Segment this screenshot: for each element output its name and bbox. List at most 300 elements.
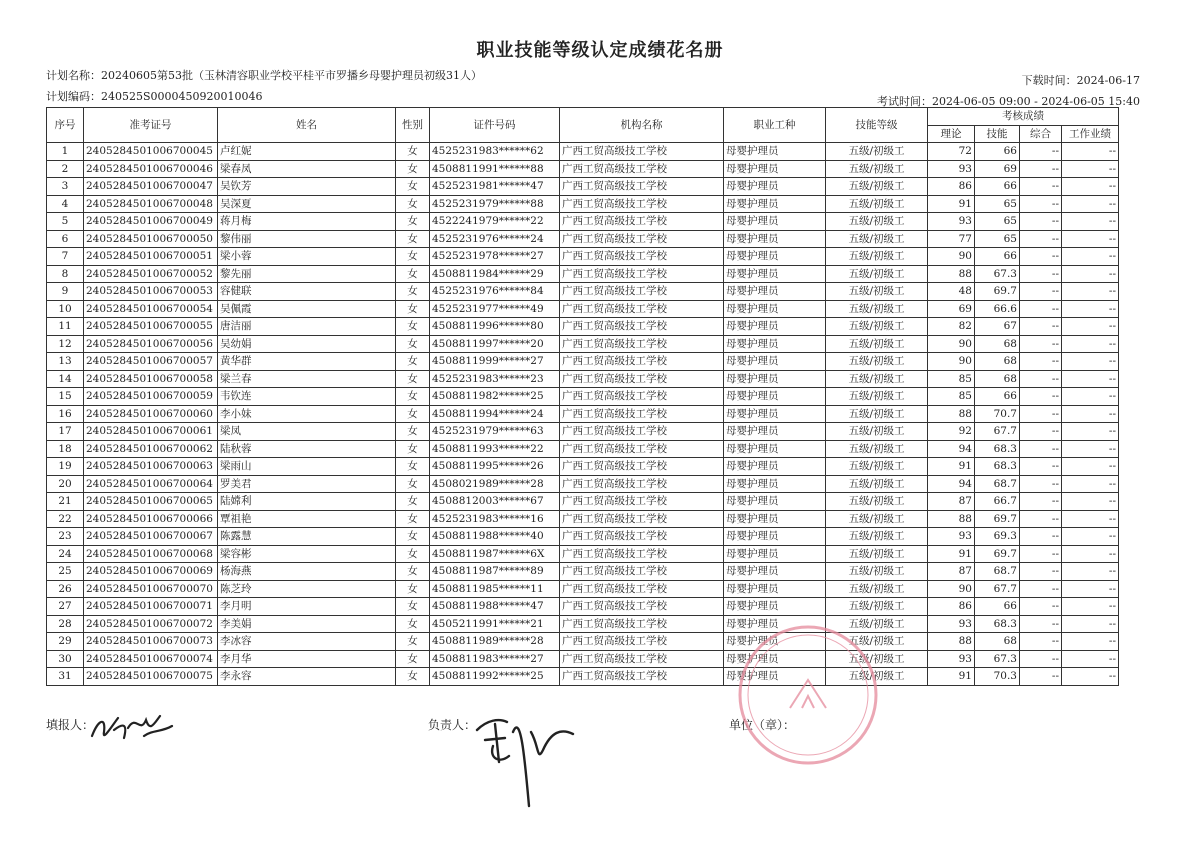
occupation-cell: 母婴护理员 — [724, 458, 826, 476]
seq-cell: 7 — [47, 248, 84, 266]
ticket-number-cell: 2405284501006700067 — [84, 528, 218, 546]
occupation-cell: 母婴护理员 — [724, 178, 826, 196]
overall-score-cell: -- — [1020, 423, 1062, 441]
header-overall: 综合 — [1020, 125, 1062, 143]
plan-name: 计划名称：20240605第53批（玉林清容职业学校平桂平市罗播乡母婴护理员初级31人） — [46, 69, 482, 82]
ticket-number-cell: 2405284501006700073 — [84, 633, 218, 651]
gender-cell: 女 — [396, 633, 430, 651]
name-cell: 韦钦连 — [218, 388, 396, 406]
work-performance-cell: -- — [1062, 598, 1119, 616]
id-number-cell: 4508812003******67 — [430, 493, 560, 511]
ticket-number-cell: 2405284501006700058 — [84, 370, 218, 388]
occupation-cell: 母婴护理员 — [724, 353, 826, 371]
header-occupation: 职业工种 — [724, 108, 826, 143]
name-cell: 卢红妮 — [218, 143, 396, 161]
org-name-cell: 广西工贸高级技工学校 — [560, 335, 724, 353]
skill-score-cell: 69 — [975, 160, 1020, 178]
ticket-number-cell: 2405284501006700071 — [84, 598, 218, 616]
theory-score-cell: 88 — [928, 405, 975, 423]
work-performance-cell: -- — [1062, 230, 1119, 248]
occupation-cell: 母婴护理员 — [724, 335, 826, 353]
org-name-cell: 广西工贸高级技工学校 — [560, 423, 724, 441]
theory-score-cell: 87 — [928, 563, 975, 581]
skill-score-cell: 65 — [975, 213, 1020, 231]
gender-cell: 女 — [396, 300, 430, 318]
table-row — [47, 213, 1119, 231]
table-row — [47, 458, 1119, 476]
skill-score-cell: 66 — [975, 178, 1020, 196]
skill-level-cell: 五级/初级工 — [826, 668, 928, 686]
ticket-number-cell: 2405284501006700065 — [84, 493, 218, 511]
work-performance-cell: -- — [1062, 318, 1119, 336]
skill-level-cell: 五级/初级工 — [826, 353, 928, 371]
occupation-cell: 母婴护理员 — [724, 318, 826, 336]
skill-level-cell: 五级/初级工 — [826, 248, 928, 266]
ticket-number-cell: 2405284501006700070 — [84, 580, 218, 598]
theory-score-cell: 91 — [928, 668, 975, 686]
ticket-number-cell: 2405284501006700068 — [84, 545, 218, 563]
occupation-cell: 母婴护理员 — [724, 230, 826, 248]
name-cell: 罗美君 — [218, 475, 396, 493]
gender-cell: 女 — [396, 528, 430, 546]
name-cell: 陆秋蓉 — [218, 440, 396, 458]
ticket-number-cell: 2405284501006700074 — [84, 650, 218, 668]
table-row — [47, 440, 1119, 458]
occupation-cell: 母婴护理员 — [724, 598, 826, 616]
skill-level-cell: 五级/初级工 — [826, 405, 928, 423]
gender-cell: 女 — [396, 458, 430, 476]
table-row — [47, 160, 1119, 178]
skill-score-cell: 66 — [975, 248, 1020, 266]
occupation-cell: 母婴护理员 — [724, 668, 826, 686]
theory-score-cell: 90 — [928, 335, 975, 353]
seq-cell: 2 — [47, 160, 84, 178]
theory-score-cell: 93 — [928, 213, 975, 231]
name-cell: 梁容彬 — [218, 545, 396, 563]
ticket-number-cell: 2405284501006700054 — [84, 300, 218, 318]
work-performance-cell: -- — [1062, 510, 1119, 528]
header-skill-level: 技能等级 — [826, 108, 928, 143]
id-number-cell: 4525231976******84 — [430, 283, 560, 301]
overall-score-cell: -- — [1020, 633, 1062, 651]
table-row — [47, 423, 1119, 441]
org-name-cell: 广西工贸高级技工学校 — [560, 230, 724, 248]
occupation-cell: 母婴护理员 — [724, 528, 826, 546]
occupation-cell: 母婴护理员 — [724, 650, 826, 668]
occupation-cell: 母婴护理员 — [724, 388, 826, 406]
theory-score-cell: 85 — [928, 370, 975, 388]
org-name-cell: 广西工贸高级技工学校 — [560, 668, 724, 686]
ticket-number-cell: 2405284501006700062 — [84, 440, 218, 458]
filler-signature — [88, 706, 178, 748]
id-number-cell: 4525231983******62 — [430, 143, 560, 161]
gender-cell: 女 — [396, 475, 430, 493]
org-name-cell: 广西工贸高级技工学校 — [560, 528, 724, 546]
work-performance-cell: -- — [1062, 668, 1119, 686]
ticket-number-cell: 2405284501006700048 — [84, 195, 218, 213]
name-cell: 梁小蓉 — [218, 248, 396, 266]
org-name-cell: 广西工贸高级技工学校 — [560, 195, 724, 213]
skill-score-cell: 68.3 — [975, 440, 1020, 458]
name-cell: 黎伟丽 — [218, 230, 396, 248]
occupation-cell: 母婴护理员 — [724, 615, 826, 633]
table-row — [47, 668, 1119, 686]
skill-level-cell: 五级/初级工 — [826, 318, 928, 336]
gender-cell: 女 — [396, 580, 430, 598]
overall-score-cell: -- — [1020, 335, 1062, 353]
theory-score-cell: 72 — [928, 143, 975, 161]
id-number-cell: 4525231979******88 — [430, 195, 560, 213]
name-cell: 杨海燕 — [218, 563, 396, 581]
ticket-number-cell: 2405284501006700051 — [84, 248, 218, 266]
skill-level-cell: 五级/初级工 — [826, 388, 928, 406]
name-cell: 吴深夏 — [218, 195, 396, 213]
work-performance-cell: -- — [1062, 458, 1119, 476]
occupation-cell: 母婴护理员 — [724, 248, 826, 266]
ticket-number-cell: 2405284501006700053 — [84, 283, 218, 301]
official-seal-stamp — [730, 600, 885, 780]
org-name-cell: 广西工贸高级技工学校 — [560, 370, 724, 388]
overall-score-cell: -- — [1020, 615, 1062, 633]
theory-score-cell: 48 — [928, 283, 975, 301]
skill-level-cell: 五级/初级工 — [826, 528, 928, 546]
org-name-cell: 广西工贸高级技工学校 — [560, 178, 724, 196]
table-row — [47, 300, 1119, 318]
skill-level-cell: 五级/初级工 — [826, 458, 928, 476]
gender-cell: 女 — [396, 335, 430, 353]
name-cell: 陈芝玲 — [218, 580, 396, 598]
work-performance-cell: -- — [1062, 633, 1119, 651]
work-performance-cell: -- — [1062, 300, 1119, 318]
org-name-cell: 广西工贸高级技工学校 — [560, 615, 724, 633]
name-cell: 李月华 — [218, 650, 396, 668]
seq-cell: 11 — [47, 318, 84, 336]
org-name-cell: 广西工贸高级技工学校 — [560, 493, 724, 511]
skill-score-cell: 68.7 — [975, 563, 1020, 581]
header-scores: 考核成绩 — [928, 108, 1119, 126]
header-gender: 性别 — [396, 108, 430, 143]
theory-score-cell: 92 — [928, 423, 975, 441]
table-row — [47, 510, 1119, 528]
theory-score-cell: 86 — [928, 178, 975, 196]
skill-level-cell: 五级/初级工 — [826, 563, 928, 581]
id-number-cell: 4525231978******27 — [430, 248, 560, 266]
skill-score-cell: 68 — [975, 353, 1020, 371]
name-cell: 李月明 — [218, 598, 396, 616]
skill-level-cell: 五级/初级工 — [826, 300, 928, 318]
org-name-cell: 广西工贸高级技工学校 — [560, 458, 724, 476]
skill-score-cell: 66.6 — [975, 300, 1020, 318]
org-name-cell: 广西工贸高级技工学校 — [560, 633, 724, 651]
overall-score-cell: -- — [1020, 510, 1062, 528]
seq-cell: 5 — [47, 213, 84, 231]
unit-seal-label: 单位（章）： — [729, 718, 796, 732]
seq-cell: 13 — [47, 353, 84, 371]
work-performance-cell: -- — [1062, 615, 1119, 633]
overall-score-cell: -- — [1020, 580, 1062, 598]
overall-score-cell: -- — [1020, 283, 1062, 301]
name-cell: 吴幼娟 — [218, 335, 396, 353]
name-cell: 梁雨山 — [218, 458, 396, 476]
overall-score-cell: -- — [1020, 195, 1062, 213]
gender-cell: 女 — [396, 230, 430, 248]
skill-score-cell: 67.3 — [975, 265, 1020, 283]
gender-cell: 女 — [396, 668, 430, 686]
id-number-cell: 4508811984******29 — [430, 265, 560, 283]
id-number-cell: 4508811994******24 — [430, 405, 560, 423]
gender-cell: 女 — [396, 650, 430, 668]
work-performance-cell: -- — [1062, 143, 1119, 161]
plan-code: 计划编码：240525S0000450920010046 — [46, 90, 263, 103]
header-skill: 技能 — [975, 125, 1020, 143]
ticket-number-cell: 2405284501006700046 — [84, 160, 218, 178]
header-theory: 理论 — [928, 125, 975, 143]
gender-cell: 女 — [396, 143, 430, 161]
seq-cell: 22 — [47, 510, 84, 528]
occupation-cell: 母婴护理员 — [724, 510, 826, 528]
ticket-number-cell: 2405284501006700045 — [84, 143, 218, 161]
seq-cell: 18 — [47, 440, 84, 458]
skill-level-cell: 五级/初级工 — [826, 615, 928, 633]
skill-level-cell: 五级/初级工 — [826, 178, 928, 196]
org-name-cell: 广西工贸高级技工学校 — [560, 213, 724, 231]
theory-score-cell: 69 — [928, 300, 975, 318]
overall-score-cell: -- — [1020, 230, 1062, 248]
seq-cell: 24 — [47, 545, 84, 563]
name-cell: 李永容 — [218, 668, 396, 686]
theory-score-cell: 77 — [928, 230, 975, 248]
name-cell: 陆嫦利 — [218, 493, 396, 511]
table-row — [47, 178, 1119, 196]
org-name-cell: 广西工贸高级技工学校 — [560, 283, 724, 301]
overall-score-cell: -- — [1020, 598, 1062, 616]
org-name-cell: 广西工贸高级技工学校 — [560, 545, 724, 563]
download-time: 下载时间：2024-06-17 — [1021, 74, 1140, 87]
filler-label: 填报人： — [46, 718, 95, 732]
ticket-number-cell: 2405284501006700055 — [84, 318, 218, 336]
skill-score-cell: 65 — [975, 195, 1020, 213]
header-id-number: 证件号码 — [430, 108, 560, 143]
header-ticket: 准考证号 — [84, 108, 218, 143]
gender-cell: 女 — [396, 615, 430, 633]
header-seq: 序号 — [47, 108, 84, 143]
responsible-label: 负责人： — [428, 718, 477, 732]
seq-cell: 3 — [47, 178, 84, 196]
id-number-cell: 4508811992******25 — [430, 668, 560, 686]
table-row — [47, 405, 1119, 423]
org-name-cell: 广西工贸高级技工学校 — [560, 143, 724, 161]
org-name-cell: 广西工贸高级技工学校 — [560, 318, 724, 336]
seq-cell: 6 — [47, 230, 84, 248]
org-name-cell: 广西工贸高级技工学校 — [560, 475, 724, 493]
id-number-cell: 4508811988******47 — [430, 598, 560, 616]
table-row — [47, 475, 1119, 493]
table-row — [47, 598, 1119, 616]
gender-cell: 女 — [396, 423, 430, 441]
seq-cell: 8 — [47, 265, 84, 283]
seq-cell: 28 — [47, 615, 84, 633]
gender-cell: 女 — [396, 563, 430, 581]
table-row — [47, 633, 1119, 651]
skill-score-cell: 70.7 — [975, 405, 1020, 423]
skill-score-cell: 67.3 — [975, 650, 1020, 668]
gender-cell: 女 — [396, 248, 430, 266]
table-row — [47, 563, 1119, 581]
page-title: 职业技能等级认定成绩花名册 — [476, 40, 724, 61]
overall-score-cell: -- — [1020, 353, 1062, 371]
skill-score-cell: 67.7 — [975, 423, 1020, 441]
overall-score-cell: -- — [1020, 160, 1062, 178]
id-number-cell: 4522241979******22 — [430, 213, 560, 231]
overall-score-cell: -- — [1020, 475, 1062, 493]
table-row — [47, 353, 1119, 371]
gender-cell: 女 — [396, 213, 430, 231]
skill-level-cell: 五级/初级工 — [826, 335, 928, 353]
work-performance-cell: -- — [1062, 423, 1119, 441]
id-number-cell: 4508811987******89 — [430, 563, 560, 581]
theory-score-cell: 88 — [928, 633, 975, 651]
work-performance-cell: -- — [1062, 493, 1119, 511]
skill-score-cell: 66 — [975, 598, 1020, 616]
seq-cell: 23 — [47, 528, 84, 546]
id-number-cell: 4508811982******25 — [430, 388, 560, 406]
roster-body — [47, 143, 1119, 686]
occupation-cell: 母婴护理员 — [724, 633, 826, 651]
theory-score-cell: 93 — [928, 615, 975, 633]
skill-level-cell: 五级/初级工 — [826, 265, 928, 283]
table-row — [47, 230, 1119, 248]
seq-cell: 25 — [47, 563, 84, 581]
id-number-cell: 4508021989******28 — [430, 475, 560, 493]
overall-score-cell: -- — [1020, 300, 1062, 318]
gender-cell: 女 — [396, 493, 430, 511]
skill-score-cell: 69.3 — [975, 528, 1020, 546]
org-name-cell: 广西工贸高级技工学校 — [560, 510, 724, 528]
table-row — [47, 318, 1119, 336]
skill-level-cell: 五级/初级工 — [826, 633, 928, 651]
seq-cell: 16 — [47, 405, 84, 423]
seq-cell: 27 — [47, 598, 84, 616]
work-performance-cell: -- — [1062, 335, 1119, 353]
occupation-cell: 母婴护理员 — [724, 265, 826, 283]
id-number-cell: 4508811995******26 — [430, 458, 560, 476]
org-name-cell: 广西工贸高级技工学校 — [560, 598, 724, 616]
name-cell: 覃祖艳 — [218, 510, 396, 528]
header-work-performance: 工作业绩 — [1062, 125, 1119, 143]
name-cell: 梁兰春 — [218, 370, 396, 388]
skill-level-cell: 五级/初级工 — [826, 160, 928, 178]
name-cell: 李小妹 — [218, 405, 396, 423]
skill-score-cell: 70.3 — [975, 668, 1020, 686]
header-name: 姓名 — [218, 108, 396, 143]
seq-cell: 1 — [47, 143, 84, 161]
overall-score-cell: -- — [1020, 318, 1062, 336]
name-cell: 梁春凤 — [218, 160, 396, 178]
seq-cell: 14 — [47, 370, 84, 388]
ticket-number-cell: 2405284501006700072 — [84, 615, 218, 633]
theory-score-cell: 90 — [928, 580, 975, 598]
overall-score-cell: -- — [1020, 545, 1062, 563]
occupation-cell: 母婴护理员 — [724, 300, 826, 318]
org-name-cell: 广西工贸高级技工学校 — [560, 353, 724, 371]
gender-cell: 女 — [396, 440, 430, 458]
skill-level-cell: 五级/初级工 — [826, 370, 928, 388]
seq-cell: 12 — [47, 335, 84, 353]
seq-cell: 17 — [47, 423, 84, 441]
id-number-cell: 4525231979******63 — [430, 423, 560, 441]
org-name-cell: 广西工贸高级技工学校 — [560, 300, 724, 318]
ticket-number-cell: 2405284501006700063 — [84, 458, 218, 476]
work-performance-cell: -- — [1062, 283, 1119, 301]
org-name-cell: 广西工贸高级技工学校 — [560, 160, 724, 178]
skill-level-cell: 五级/初级工 — [826, 545, 928, 563]
overall-score-cell: -- — [1020, 405, 1062, 423]
skill-score-cell: 68.3 — [975, 615, 1020, 633]
occupation-cell: 母婴护理员 — [724, 370, 826, 388]
gender-cell: 女 — [396, 265, 430, 283]
work-performance-cell: -- — [1062, 353, 1119, 371]
name-cell: 陈露慧 — [218, 528, 396, 546]
theory-score-cell: 94 — [928, 475, 975, 493]
name-cell: 梁凤 — [218, 423, 396, 441]
work-performance-cell: -- — [1062, 580, 1119, 598]
skill-score-cell: 67 — [975, 318, 1020, 336]
name-cell: 李冰容 — [218, 633, 396, 651]
skill-score-cell: 68.7 — [975, 475, 1020, 493]
id-number-cell: 4508811991******88 — [430, 160, 560, 178]
gender-cell: 女 — [396, 370, 430, 388]
id-number-cell: 4508811989******28 — [430, 633, 560, 651]
overall-score-cell: -- — [1020, 248, 1062, 266]
name-cell: 吴佩霞 — [218, 300, 396, 318]
table-row — [47, 388, 1119, 406]
seq-cell: 20 — [47, 475, 84, 493]
occupation-cell: 母婴护理员 — [724, 143, 826, 161]
overall-score-cell: -- — [1020, 458, 1062, 476]
name-cell: 容健联 — [218, 283, 396, 301]
occupation-cell: 母婴护理员 — [724, 563, 826, 581]
id-number-cell: 4508811999******27 — [430, 353, 560, 371]
occupation-cell: 母婴护理员 — [724, 195, 826, 213]
skill-score-cell: 68 — [975, 633, 1020, 651]
ticket-number-cell: 2405284501006700059 — [84, 388, 218, 406]
name-cell: 黄华群 — [218, 353, 396, 371]
header-org: 机构名称 — [560, 108, 724, 143]
work-performance-cell: -- — [1062, 248, 1119, 266]
table-row — [47, 335, 1119, 353]
id-number-cell: 4508811985******11 — [430, 580, 560, 598]
ticket-number-cell: 2405284501006700061 — [84, 423, 218, 441]
seq-cell: 15 — [47, 388, 84, 406]
ticket-number-cell: 2405284501006700049 — [84, 213, 218, 231]
seq-cell: 29 — [47, 633, 84, 651]
theory-score-cell: 90 — [928, 248, 975, 266]
org-name-cell: 广西工贸高级技工学校 — [560, 440, 724, 458]
overall-score-cell: -- — [1020, 650, 1062, 668]
table-row — [47, 615, 1119, 633]
overall-score-cell: -- — [1020, 563, 1062, 581]
overall-score-cell: -- — [1020, 440, 1062, 458]
theory-score-cell: 82 — [928, 318, 975, 336]
overall-score-cell: -- — [1020, 178, 1062, 196]
ticket-number-cell: 2405284501006700064 — [84, 475, 218, 493]
ticket-number-cell: 2405284501006700057 — [84, 353, 218, 371]
theory-score-cell: 91 — [928, 195, 975, 213]
overall-score-cell: -- — [1020, 265, 1062, 283]
ticket-number-cell: 2405284501006700047 — [84, 178, 218, 196]
table-row — [47, 143, 1119, 161]
seq-cell: 10 — [47, 300, 84, 318]
